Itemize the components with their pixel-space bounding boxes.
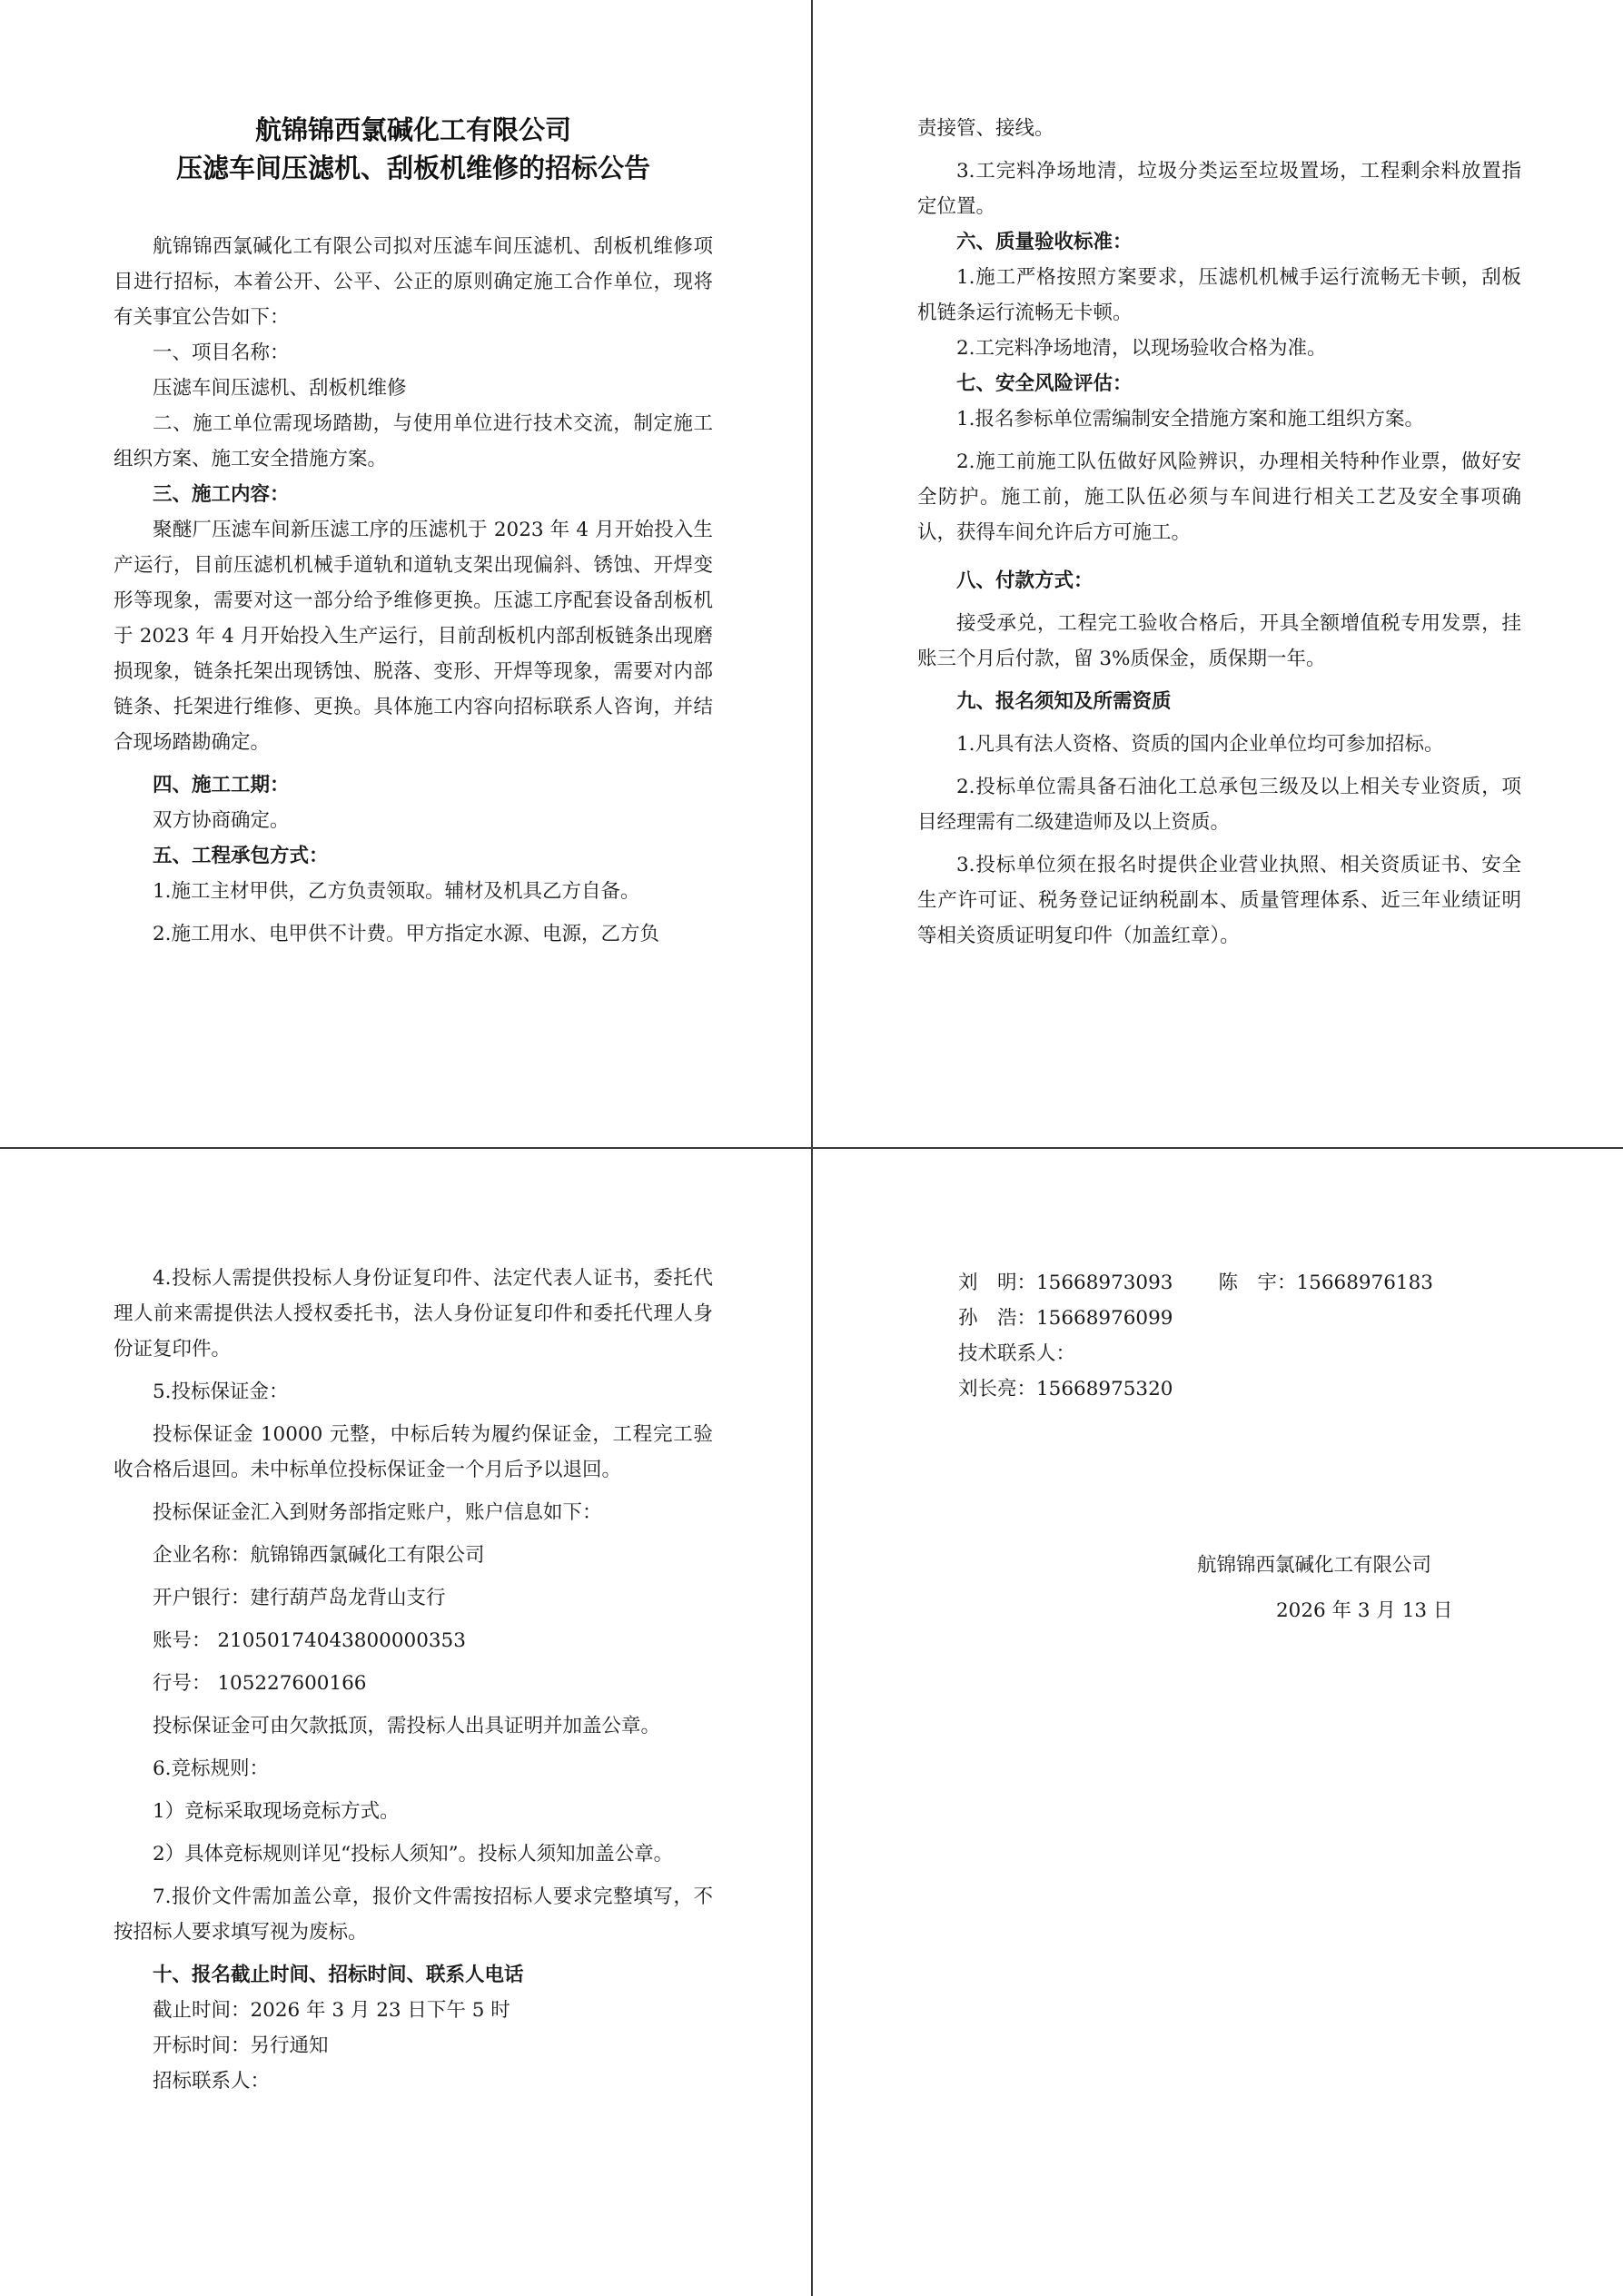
- section-3-body: 聚醚厂压滤车间新压滤工序的压滤机于 2023 年 4 月开始投入生产运行，目前压滤机机械手道轨和道轨支架出现偏斜、锈蚀、开焊变形等现象，需要对这一部分给予维修更换。压滤工序配套设备刮板机于 2023 年 4 月开始投入生产运行，目前刮板机内部刮板链条出现磨损现象，链条托架出现锈蚀、脱落、变形、开焊等现象，需要对内部链条、托架进行维修、更换。具体施工内容向招标联系人咨询，并结合现场踏勘确定。: [114, 519, 713, 754]
- section-9-item-1: 1.凡具有法人资格、资质的国内企业单位均可参加招标。: [956, 733, 1444, 756]
- section-9-item-6-heading: 6.竞标规则：: [153, 1757, 270, 1780]
- section-7-item-2: 2.施工前施工队伍做好风险辨识，办理相关特种作业票，做好安全防护。施工前，施工队伍必须与车间进行相关工艺及安全事项确认，获得车间允许后方可施工。: [917, 450, 1521, 544]
- section-5-heading: 五、工程承包方式：: [153, 845, 329, 867]
- account-company-name: 企业名称：航锦锦西氯碱化工有限公司: [153, 1544, 485, 1567]
- tech-contact-label: 技术联系人：: [958, 1342, 1076, 1365]
- deposit-note: 投标保证金可由欠款抵顶，需投标人出具证明并加盖公章。: [153, 1715, 661, 1737]
- bid-opening-time: 开标时间：另行通知: [153, 2034, 329, 2057]
- section-7-item-1: 1.报名参标单位需编制安全措施方案和施工组织方案。: [956, 408, 1425, 430]
- section-5-item-1: 1.施工主材甲供，乙方负责领取。辅材及机具乙方自备。: [153, 880, 640, 903]
- doc-title-subject: 压滤车间压滤机、刮板机维修的招标公告: [175, 153, 650, 183]
- contact-row-1: [917, 1265, 1521, 1301]
- intro-paragraph: 航锦锦西氯碱化工有限公司拟对压滤车间压滤机、刮板机维修项目进行招标，本着公开、公平、公正的原则确定施工合作单位，现将有关事宜公告如下：: [114, 235, 713, 329]
- page-1: [114, 100, 713, 952]
- section-5-item-2: 2.施工用水、电甲供不计费。甲方指定水源、电源，乙方负: [153, 923, 660, 945]
- bank-number: 行号： 105227600166: [153, 1672, 367, 1695]
- section-8-heading: 八、付款方式：: [956, 569, 1094, 592]
- deadline-time: 截止时间：2026 年 3 月 23 日下午 5 时: [153, 1999, 510, 2022]
- section-4-body: 双方协商确定。: [153, 809, 290, 832]
- section-9-item-4: 4.投标人需提供投标人身份证复印件、法定代表人证书，委托代理人前来需提供法人授权委托书，法人身份证复印件和委托代理人身份证复印件。: [114, 1267, 713, 1361]
- account-bank: 开户银行：建行葫芦岛龙背山支行: [153, 1587, 446, 1609]
- contact-chen-yu: 陈 宇：15668976183: [1218, 1272, 1433, 1294]
- section-10-heading: 十、报名截止时间、招标时间、联系人电话: [153, 1964, 524, 1986]
- section-1-body: 压滤车间压滤机、刮板机维修: [153, 377, 407, 400]
- signature-date: 2026 年 3 月 13 日: [1276, 1599, 1453, 1622]
- section-9-item-2: 2.投标单位需具备石油化工总承包三级及以上相关专业资质，项目经理需有二级建造师及以上资质。: [917, 776, 1521, 834]
- section-9-item-7: 7.报价文件需加盖公章，报价文件需按招标人要求完整填写，不按招标人要求填写视为废标。: [114, 1885, 713, 1944]
- section-9-item-3: 3.投标单位须在报名时提供企业营业执照、相关资质证书、安全生产许可证、税务登记证纳税副本、质量管理体系、近三年业绩证明等相关资质证明复印件（加盖红章）。: [917, 854, 1521, 947]
- section-7-heading: 七、安全风险评估：: [956, 372, 1133, 395]
- section-6-item-2: 2.工完料净场地清，以现场验收合格为准。: [956, 337, 1327, 360]
- contact-liu-changliang: 刘长亮：15668975320: [958, 1378, 1173, 1400]
- contact-liu-ming: 刘 明：15668973093: [958, 1272, 1173, 1294]
- doc-title-company: 航锦锦西氯碱化工有限公司: [254, 114, 571, 145]
- section-3-heading: 三、施工内容：: [153, 483, 290, 506]
- account-intro: 投标保证金汇入到财务部指定账户，账户信息如下：: [153, 1501, 602, 1524]
- page-2: [917, 111, 1521, 954]
- section-8-body: 接受承兑，工程完工验收合格后，开具全额增值税专用发票，挂账三个月后付款，留 3%质保金，质保期一年。: [917, 612, 1521, 670]
- section-6-heading: 六、质量验收标准：: [956, 231, 1133, 253]
- page-4: [917, 1265, 1521, 1634]
- page-3: [114, 1261, 713, 2099]
- horizontal-page-divider: [0, 1147, 1623, 1149]
- signature-company: 航锦锦西氯碱化工有限公司: [1197, 1554, 1432, 1577]
- section-6-item-1: 1.施工严格按照方案要求，压滤机机械手运行流畅无卡顿，刮板机链条运行流畅无卡顿。: [917, 266, 1521, 324]
- contact-sun-hao: 孙 浩：15668976099: [958, 1307, 1173, 1330]
- section-9-item-5-heading: 5.投标保证金：: [153, 1381, 289, 1403]
- section-2-body: 二、施工单位需现场踏勘，与使用单位进行技术交流，制定施工组织方案、施工安全措施方案。: [114, 412, 713, 470]
- section-5-item-3: 3.工完料净场地清，垃圾分类运至垃圾置场，工程剩余料放置指定位置。: [917, 160, 1521, 218]
- section-1-heading: 一、项目名称：: [153, 341, 290, 364]
- section-9-item-6-rule-1: 1）竞标采取现场竞标方式。: [153, 1800, 400, 1823]
- bid-contact-label: 招标联系人：: [153, 2070, 271, 2093]
- section-9-item-5-body: 投标保证金 10000 元整，中标后转为履约保证金，工程完工验收合格后退回。未中标单位投标保证金一个月后予以退回。: [114, 1423, 713, 1481]
- section-5-item-2-continued: 责接管、接线。: [917, 117, 1054, 140]
- section-9-heading: 九、报名须知及所需资质: [956, 690, 1172, 713]
- section-4-heading: 四、施工工期：: [153, 774, 290, 797]
- section-9-item-6-rule-2: 2）具体竞标规则详见“投标人须知”。投标人须知加盖公章。: [153, 1843, 674, 1866]
- account-number: 账号： 21050174043800000353: [153, 1629, 466, 1652]
